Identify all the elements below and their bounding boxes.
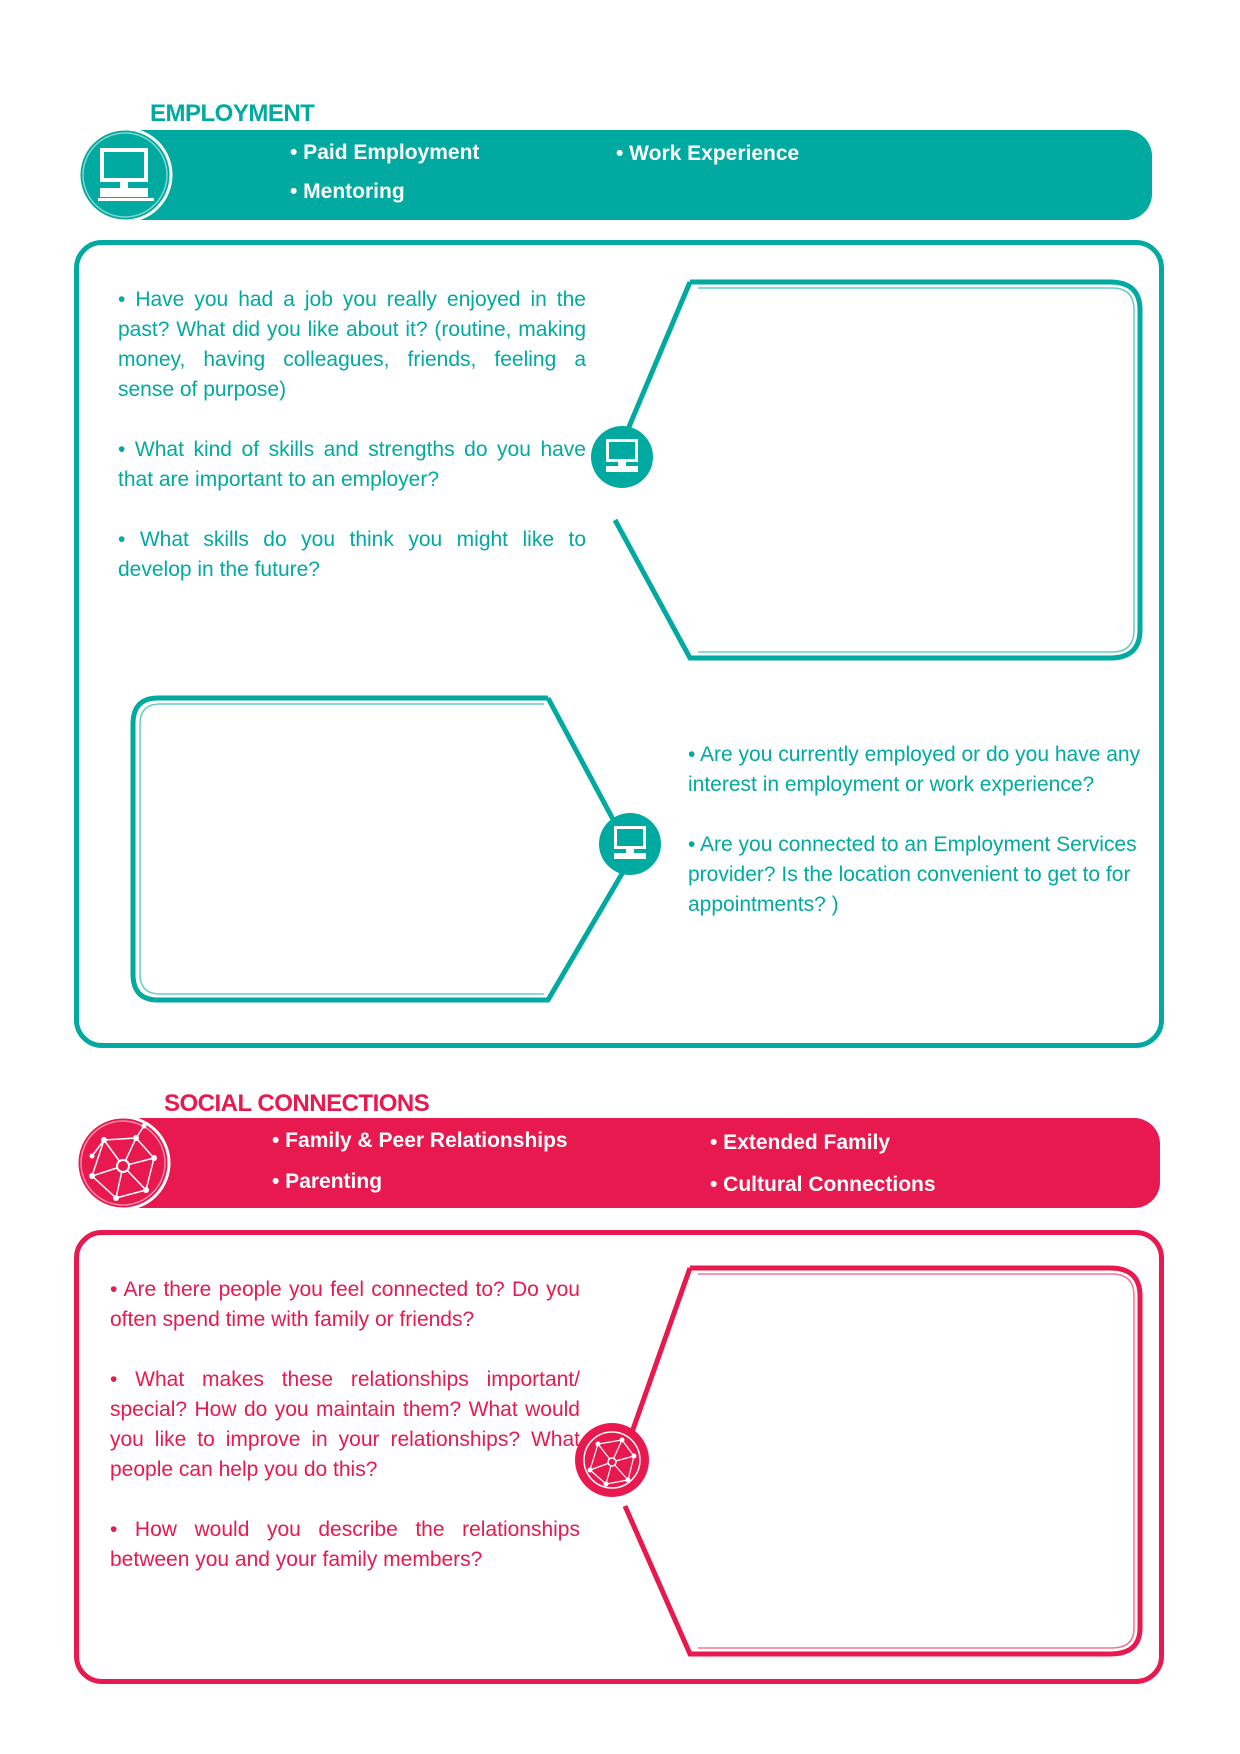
- employment-questions-top: [118, 285, 586, 615]
- band-item-mentoring: • Mentoring: [290, 180, 405, 203]
- employment-band: [120, 130, 1152, 220]
- question: • Have you had a job you really enjoyed in the past? What did you like about it? (routine, making money, having colleagues, friends, feeling a sense of purpose): [118, 288, 586, 401]
- social-questions: [110, 1275, 580, 1605]
- question: • How would you describe the relationships between you and your family members?: [110, 1518, 580, 1571]
- network-nodes-icon: [74, 1114, 172, 1212]
- computer-monitor-icon: [76, 126, 174, 224]
- question: • What skills do you think you might like to develop in the future?: [118, 528, 586, 581]
- band-item-extended-family: • Extended Family: [710, 1131, 891, 1154]
- question: • Are there people you feel connected to? Do you often spend time with family or friends?: [110, 1278, 580, 1331]
- band-item-work-experience: • Work Experience: [616, 142, 800, 165]
- computer-monitor-icon: [590, 425, 654, 489]
- social-title: SOCIAL CONNECTIONS: [164, 1090, 430, 1117]
- question: • Are you currently employed or do you have any interest in employment or work experience?: [688, 743, 1141, 796]
- computer-monitor-icon: [598, 812, 662, 876]
- question: • What makes these relationships important/ special? How do you maintain them? What would you like to improve in your relationships? What people can help you do this?: [110, 1368, 580, 1481]
- question: • Are you connected to an Employment Services provider? Is the location convenient to get to for appointments? ): [688, 833, 1137, 916]
- band-item-paid-employment: • Paid Employment: [290, 141, 480, 164]
- social-band: [120, 1118, 1160, 1208]
- social-answer-box[interactable]: [700, 1280, 1120, 1640]
- band-item-parenting: • Parenting: [272, 1170, 383, 1193]
- band-item-cultural-connections: • Cultural Connections: [710, 1173, 936, 1196]
- employment-title: EMPLOYMENT: [150, 100, 315, 127]
- employment-questions-bottom: [688, 740, 1148, 950]
- employment-answer-box-1[interactable]: [700, 290, 1120, 640]
- network-nodes-icon: [574, 1422, 650, 1498]
- employment-answer-box-2[interactable]: [150, 710, 550, 990]
- question: • What kind of skills and strengths do you have that are important to an employer?: [118, 438, 586, 491]
- band-item-family-peer: • Family & Peer Relationships: [272, 1129, 568, 1152]
